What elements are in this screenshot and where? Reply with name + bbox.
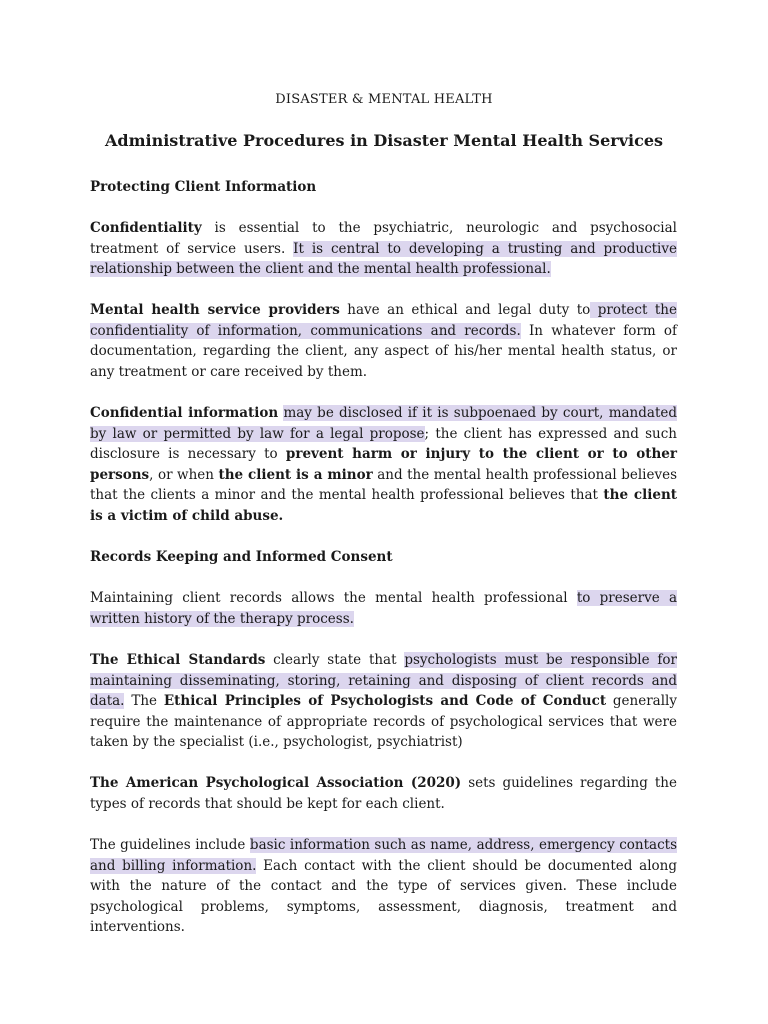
highlighted-text: basic information such as name, address, emergency contacts and billing information. (90, 837, 677, 874)
text-run: and the mental health professional believes that the clients a minor and the mental health professional believes that (90, 466, 678, 504)
running-header: DISASTER & MENTAL HEALTH (275, 92, 493, 107)
bold-term: Confidentiality (90, 220, 202, 236)
text-run: ; the client has expressed and such disclosure is necessary to (90, 425, 677, 463)
bold-term: Confidential information (90, 405, 279, 421)
bold-term: the client is a minor (218, 466, 373, 483)
section-heading-protecting: Protecting Client Information (90, 179, 317, 195)
text-run: sets guidelines regarding the types of records that should be kept for each client. (90, 775, 677, 812)
page-title: Administrative Procedures in Disaster Mental Health Services (104, 131, 663, 150)
bold-term: Ethical Principles of Psychologists and Code of Conduct (163, 693, 607, 710)
text-run: , or when (149, 466, 219, 483)
highlighted-text: It is central to developing a trusting and productive relationship between the client and the mental health professional. (90, 240, 677, 278)
text-run: The guidelines include (90, 837, 250, 853)
bold-term: The American Psychological Association (2020) (90, 775, 462, 791)
highlighted-text: psychologists must be responsible for maintaining disseminating, storing, retaining and disposing of client records and data. (90, 652, 677, 710)
highlighted-text: to preserve a written history of the therapy process. (90, 590, 677, 627)
bold-term: The Ethical Standards (90, 652, 266, 668)
paragraph-apa-guidelines (90, 773, 677, 814)
text-run: generally require the maintenance of appropriate records of psychological services that were taken by the specialist (i.e., psychologist, psychiatrist) (90, 693, 677, 751)
text-run: Maintaining client records allows the mental health professional (90, 590, 577, 606)
section-heading-records: Records Keeping and Informed Consent (90, 549, 393, 565)
paragraph-maintaining-records (90, 588, 677, 629)
paragraph-guidelines-include (90, 835, 677, 938)
paragraph-providers (90, 300, 677, 382)
bold-term: prevent harm or injury to the client or to other persons (90, 446, 678, 483)
highlighted-text: protect the confidentiality of information, communications and records. (90, 302, 677, 339)
bold-term: Mental health service providers (90, 302, 340, 318)
text-run: clearly state that (265, 652, 405, 668)
paragraph-confidential-information (90, 403, 677, 527)
paragraph-confidentiality (90, 218, 677, 280)
paragraph-ethical-standards (90, 650, 677, 753)
text-run: have an ethical and legal duty to (339, 302, 591, 318)
highlighted-text: may be disclosed if it is subpoenaed by court, mandated by law or permitted by law for a legal propose (90, 405, 677, 442)
text-run: In whatever form of documentation, regarding the client, any aspect of his/her mental health status, or any treatment or care received by them. (90, 322, 677, 380)
bold-term: the client is a victim of child abuse. (90, 487, 677, 524)
text-run: The (124, 693, 164, 710)
text-run: is essential to the psychiatric, neurologic and psychosocial treatment of service users. (90, 220, 677, 257)
text-run: Each contact with the client should be documented along with the nature of the contact and the type of services given. These include psychological problems, symptoms, assessment, diagnosis, treatment and interventions. (90, 857, 678, 936)
